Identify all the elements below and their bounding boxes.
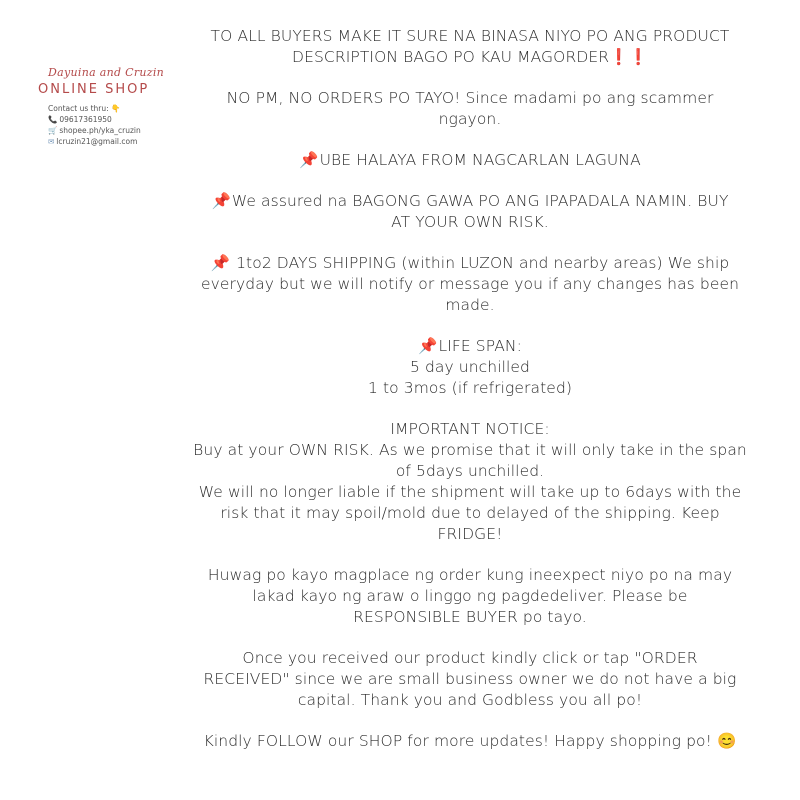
- contact-label: Contact us thru:: [48, 104, 109, 113]
- smile-icon: 😊: [716, 732, 737, 750]
- exclamation-icon: ❗: [628, 48, 648, 66]
- pushpin-icon: 📌: [211, 192, 231, 210]
- text-span: Kindly FOLLOW our SHOP for more updates! Happy shopping po!: [203, 732, 712, 750]
- text-line: 5 day unchilled: [409, 358, 530, 376]
- text-line: lakad kayo ng araw o linggo ng pagdedeliver. Please be: [252, 587, 688, 605]
- product-origin: [180, 150, 760, 171]
- text-span: LIFE SPAN:: [438, 337, 522, 355]
- logo-script-name: Dayuina and Cruzin: [48, 66, 165, 79]
- text-line: 1 to 3mos (if refrigerated): [367, 379, 573, 397]
- order-received-notice: [180, 648, 760, 711]
- contact-label-line: [48, 103, 184, 114]
- text-line: RECEIVED" since we are small business owner we do not have a big: [203, 670, 737, 688]
- cart-icon: 🛒: [48, 126, 58, 135]
- follow-shop-notice: [180, 731, 760, 752]
- text-line: [180, 150, 760, 171]
- email-line: [48, 136, 184, 147]
- text-line: capital. Thank you and Godbless you all po!: [297, 691, 643, 709]
- text-line: Huwag po kayo magplace ng order kung ineexpect niyo po na may: [207, 566, 733, 584]
- phone-line: [48, 114, 184, 125]
- phone-number: 09617361950: [59, 115, 112, 124]
- text-span: UBE HALAYA FROM NAGCARLAN LAGUNA: [319, 151, 641, 169]
- mail-icon: ✉: [48, 137, 55, 146]
- text-line: [180, 336, 760, 357]
- text-line: Buy at your OWN RISK. As we promise that it will only take in the span: [193, 441, 747, 459]
- pointing-hand-icon: 👇: [111, 104, 121, 113]
- text-line: everyday but we will notify or message you if any changes has been: [200, 275, 740, 293]
- text-line: TO ALL BUYERS MAKE IT SURE NA BINASA NIYO PO ANG PRODUCT: [210, 27, 730, 45]
- phone-icon: 📞: [48, 115, 58, 124]
- order-timing-notice: [180, 565, 760, 628]
- text-line: RESPONSIBLE BUYER po tayo.: [353, 608, 587, 626]
- text-line: [180, 253, 760, 274]
- text-span: 1to2 DAYS SHIPPING (within LUZON and nearby areas) We ship: [236, 254, 730, 272]
- text-line: NO PM, NO ORDERS PO TAYO! Since madami po ang scammer: [226, 89, 714, 107]
- text-line: [180, 731, 760, 752]
- no-pm-notice: [180, 88, 760, 130]
- important-notice: [180, 419, 760, 545]
- text-line: Once you received our product kindly click or tap "ORDER: [242, 649, 698, 667]
- text-line: of 5days unchilled.: [395, 462, 545, 480]
- exclamation-icon: ❗: [609, 48, 629, 66]
- text-line: [180, 191, 760, 212]
- shopee-line: [48, 125, 184, 136]
- text-line: FRIDGE!: [437, 525, 503, 543]
- pushpin-icon: 📌: [418, 337, 438, 355]
- pushpin-icon: 📌: [210, 254, 231, 272]
- shopee-link: shopee.ph/yka_cruzin: [59, 126, 141, 135]
- text-line: risk that it may spoil/mold due to delayed of the shipping. Keep: [220, 504, 720, 522]
- logo-shop-name: ONLINE SHOP: [38, 82, 150, 97]
- freshness-notice: [180, 191, 760, 233]
- text-line: ngayon.: [438, 110, 502, 128]
- product-description: [180, 26, 760, 772]
- text-line: made.: [445, 296, 495, 314]
- text-span: We assured na BAGONG GAWA PO ANG IPAPADALA NAMIN. BUY: [231, 192, 729, 210]
- buyer-reminder: [180, 26, 760, 68]
- shop-logo: [34, 66, 184, 147]
- text-line: [180, 47, 760, 68]
- shipping-notice: [180, 253, 760, 316]
- pushpin-icon: 📌: [299, 151, 319, 169]
- life-span: [180, 336, 760, 399]
- text-line: We will no longer liable if the shipment will take up to 6days with the: [198, 483, 742, 501]
- email-address: lcruzin21@gmail.com: [56, 137, 138, 146]
- text-line: IMPORTANT NOTICE:: [390, 420, 550, 438]
- text-line: AT YOUR OWN RISK.: [391, 213, 549, 231]
- text-span: DESCRIPTION BAGO PO KAU MAGORDER: [292, 48, 610, 66]
